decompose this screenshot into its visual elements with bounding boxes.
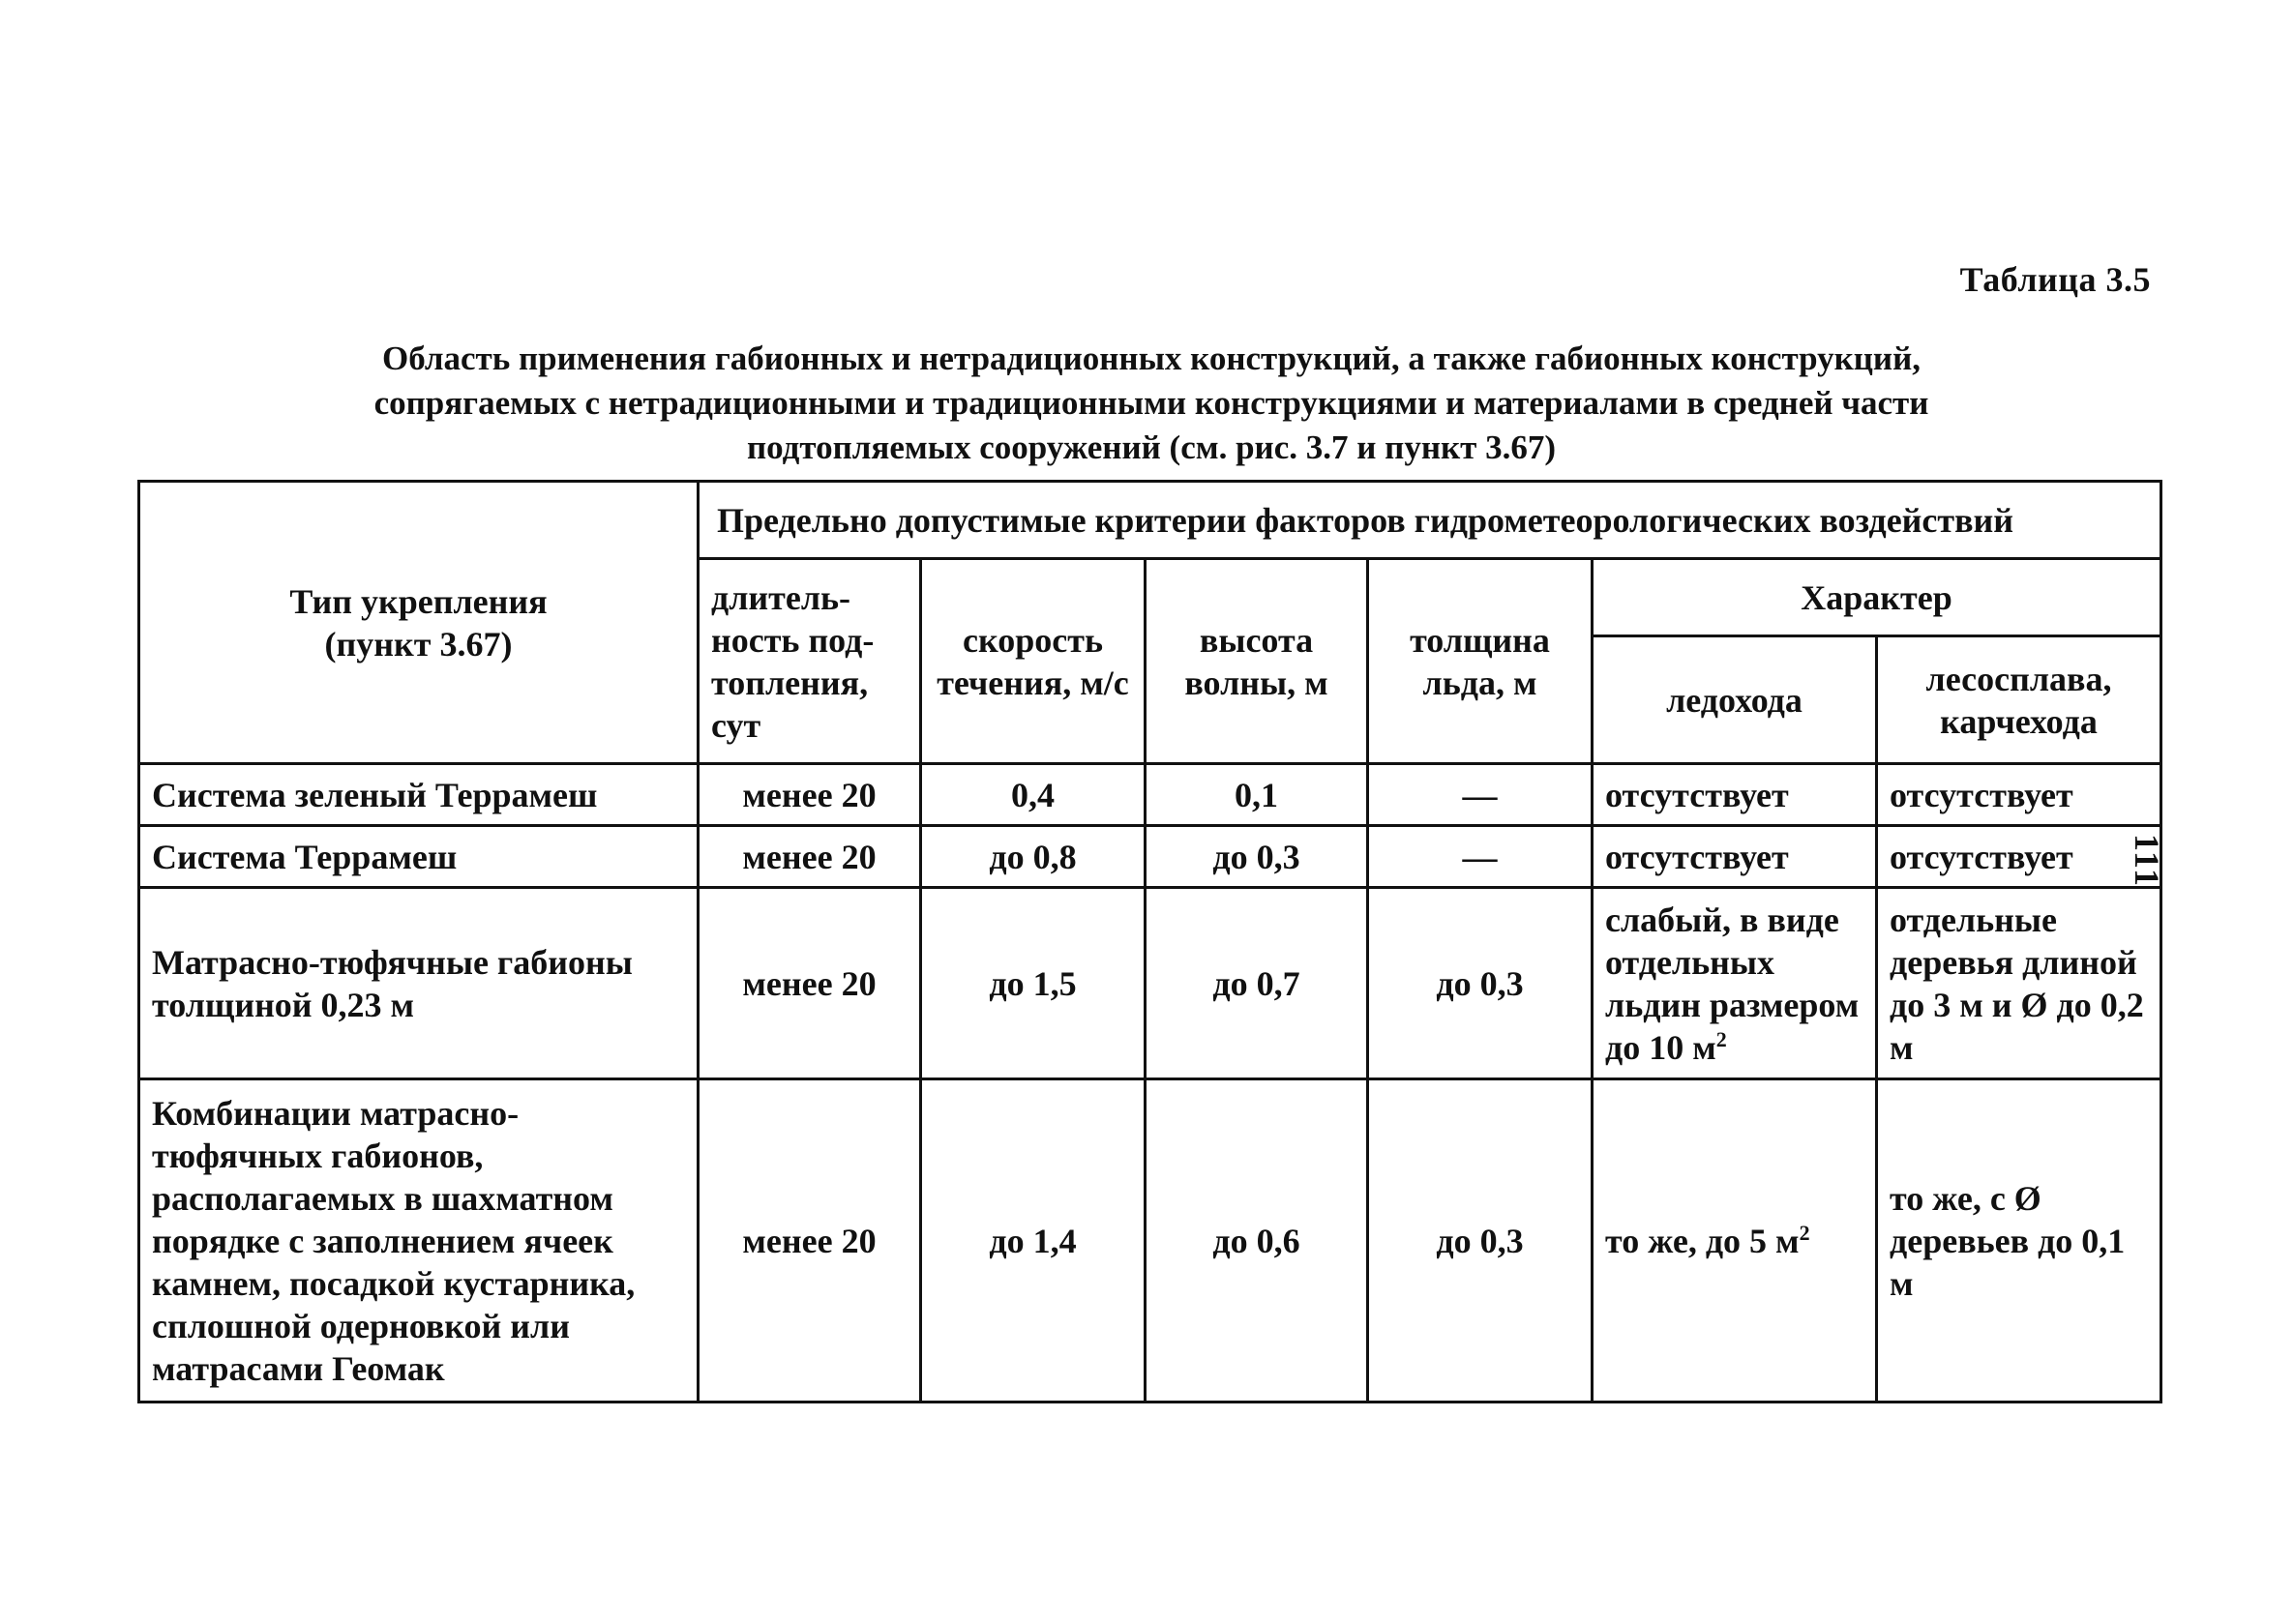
duration-cell: менее 20 <box>699 1079 921 1403</box>
ice-drift-cell <box>1593 826 1877 888</box>
title-line-3: подтопляемых сооружений (см. рис. 3.7 и пункт 3.67) <box>746 428 1557 466</box>
velocity-header: скорость течения, м/с <box>921 559 1146 764</box>
ice-thickness-cell: — <box>1368 764 1593 826</box>
ice-drift-text: отсутствует <box>1605 775 1789 814</box>
criteria-table <box>137 480 2162 1403</box>
duration-cell: менее 20 <box>699 764 921 826</box>
title-line-1: Область применения габионных и нетрадиционных конструкций, а также габионных конструкций, <box>382 340 1921 377</box>
title-line-2: сопрягаемых с нетрадиционными и традиционными конструкциями и материалами в средней части <box>373 384 1929 422</box>
ice-drift-cell <box>1593 764 1877 826</box>
type-header-line-2: (пункт 3.67) <box>324 624 513 664</box>
velocity-cell: до 0,8 <box>921 826 1146 888</box>
velocity-cell: до 1,5 <box>921 888 1146 1079</box>
ice-thickness-header: толщина льда, м <box>1368 559 1593 764</box>
table-row <box>139 764 2161 826</box>
velocity-cell: 0,4 <box>921 764 1146 826</box>
timber-rafting-cell: отсутствует <box>1877 826 2161 888</box>
ice-drift-cell <box>1593 888 1877 1079</box>
ice-drift-text: отсутствует <box>1605 837 1789 876</box>
wave-cell: до 0,7 <box>1146 888 1368 1079</box>
duration-cell: менее 20 <box>699 888 921 1079</box>
wave-cell: 0,1 <box>1146 764 1368 826</box>
timber-rafting-header: лесосплава, карчехода <box>1877 636 2161 764</box>
ice-drift-sup: 2 <box>1799 1220 1810 1245</box>
velocity-cell: до 1,4 <box>921 1079 1146 1403</box>
table-label: Таблица 3.5 <box>1959 260 2151 299</box>
table-row <box>139 1079 2161 1403</box>
type-cell: Матрасно-тюфячные габионы толщиной 0,23 м <box>139 888 699 1079</box>
table-row <box>139 888 2161 1079</box>
document-title <box>145 337 2158 470</box>
type-column-header <box>139 482 699 764</box>
ice-drift-text: слабый, в виде отдельных льдин размером до 10 м <box>1605 900 1860 1067</box>
ice-thickness-cell: до 0,3 <box>1368 1079 1593 1403</box>
header-row-1 <box>139 482 2161 559</box>
character-header: Характер <box>1593 559 2161 636</box>
criteria-header: Предельно допустимые критерии факторов гидрометеорологических воздействий <box>699 482 2161 559</box>
timber-rafting-cell: отдельные деревья длиной до 3 м и Ø до 0,2 м <box>1877 888 2161 1079</box>
type-cell: Комбинации матрасно-тюфячных габионов, располагаемых в шахматном порядке с заполнением ячеек камнем, посадкой кустарника, сплошной одерновкой или матрасами Геомак <box>139 1079 699 1403</box>
type-cell: Система Террамеш <box>139 826 699 888</box>
timber-rafting-cell: отсутствует <box>1877 764 2161 826</box>
table-row <box>139 826 2161 888</box>
ice-drift-header: ледохода <box>1593 636 1877 764</box>
duration-header: длитель-ность под-топления, сут <box>699 559 921 764</box>
timber-rafting-cell: то же, с Ø деревьев до 0,1 м <box>1877 1079 2161 1403</box>
ice-thickness-cell: — <box>1368 826 1593 888</box>
ice-drift-text: то же, до 5 м <box>1605 1221 1800 1260</box>
type-header-line-1: Тип укрепления <box>289 581 548 621</box>
ice-thickness-cell: до 0,3 <box>1368 888 1593 1079</box>
type-cell: Система зеленый Террамеш <box>139 764 699 826</box>
duration-cell: менее 20 <box>699 826 921 888</box>
ice-drift-cell <box>1593 1079 1877 1403</box>
wave-cell: до 0,6 <box>1146 1079 1368 1403</box>
wave-header: высота волны, м <box>1146 559 1368 764</box>
page-number: 111 <box>2128 834 2166 889</box>
ice-drift-sup: 2 <box>1715 1026 1727 1051</box>
wave-cell: до 0,3 <box>1146 826 1368 888</box>
